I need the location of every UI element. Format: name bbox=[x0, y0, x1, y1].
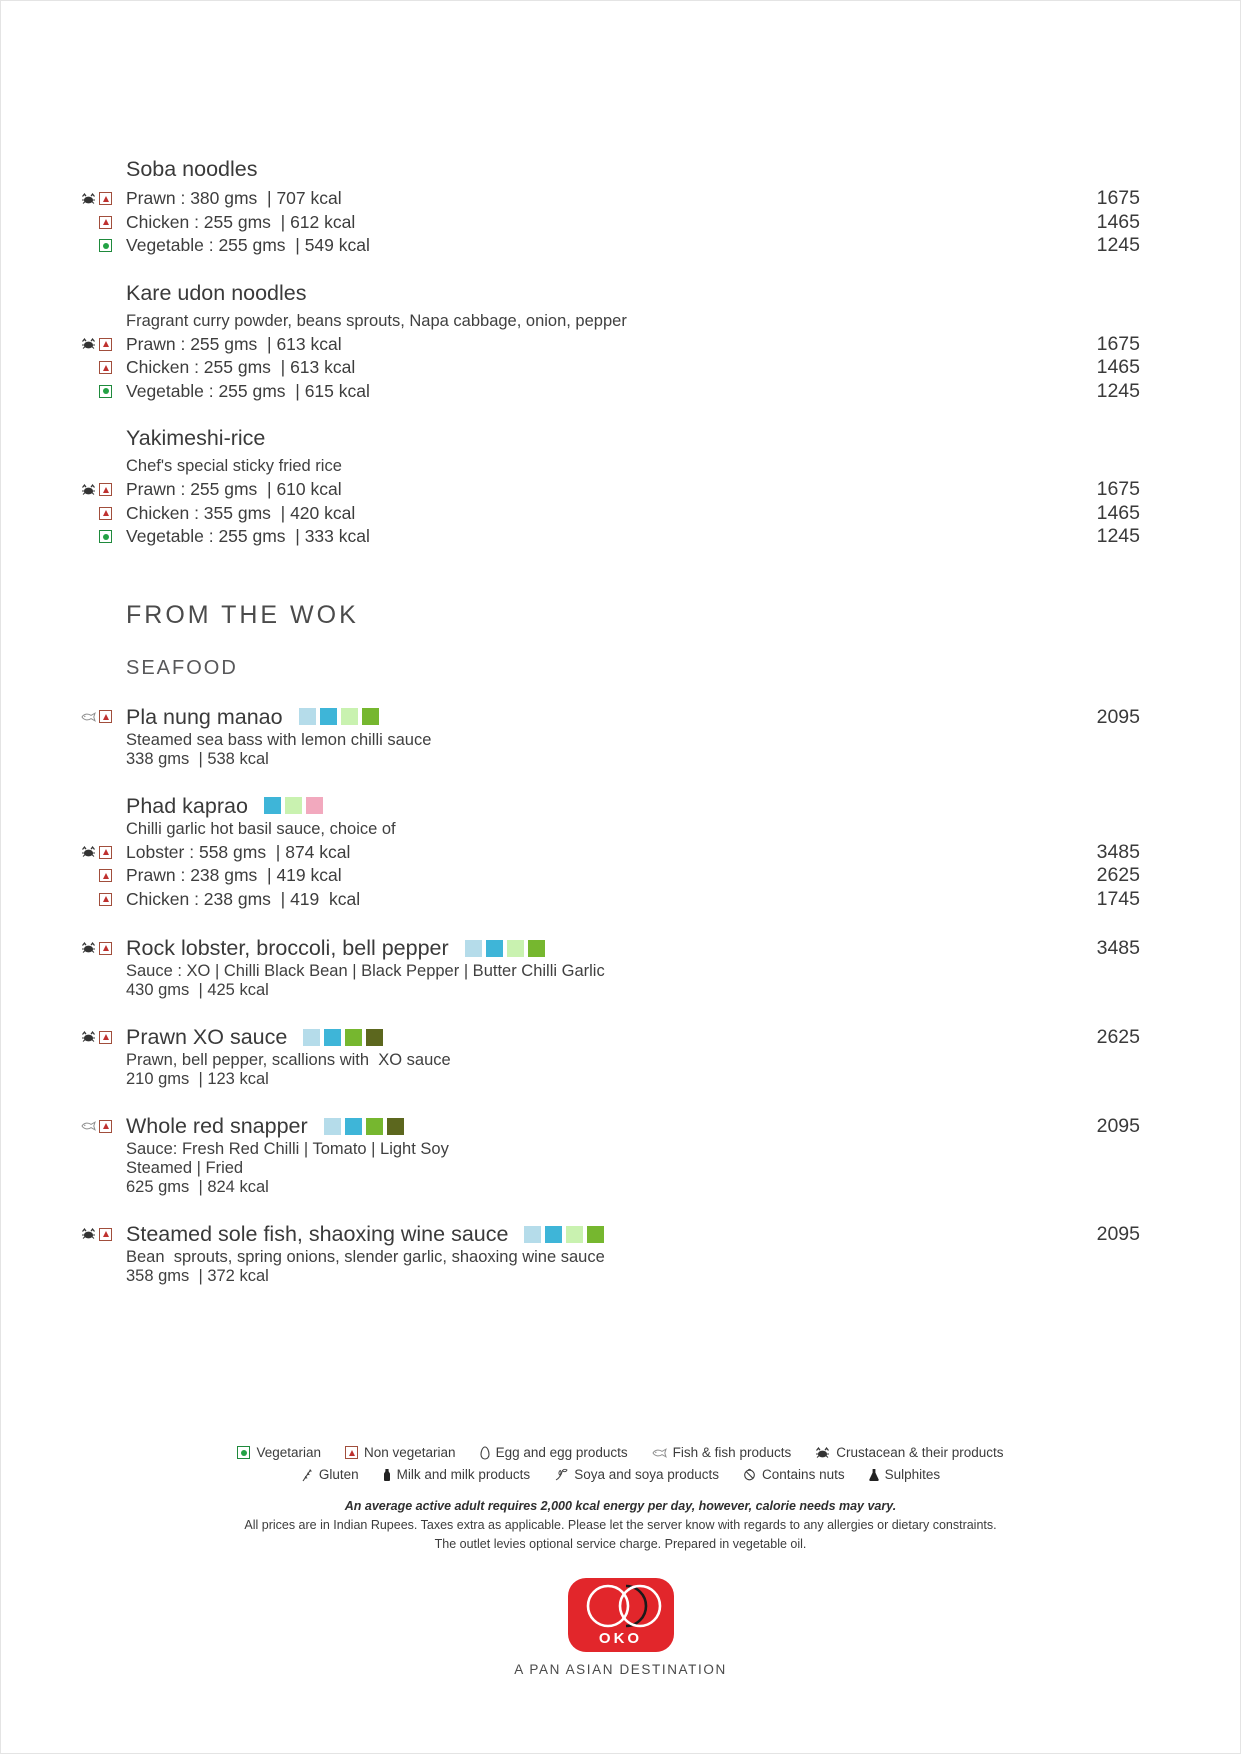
nuts-icon bbox=[743, 1468, 756, 1481]
non-veg-triangle bbox=[103, 1123, 109, 1129]
non-veg-icon bbox=[99, 507, 112, 520]
menu-footer bbox=[1, 1438, 1240, 1753]
menu-item-label: Chicken : 355 gms | 420 kcal bbox=[126, 502, 356, 523]
chilli-level-square-green bbox=[366, 1118, 383, 1135]
menu-item-label: Vegetable : 255 gms | 333 kcal bbox=[126, 526, 370, 546]
non-veg-icon bbox=[99, 361, 112, 374]
legend-icon-slot bbox=[480, 1446, 490, 1460]
menu-item-label: Vegetable : 255 gms | 615 kcal bbox=[126, 380, 370, 401]
legend-row-2 bbox=[1, 1467, 1240, 1482]
dietary-badges bbox=[86, 192, 126, 205]
menu-item-price: 1245 bbox=[1096, 379, 1140, 402]
chilli-level-square-blue bbox=[545, 1226, 562, 1243]
dietary-badges bbox=[86, 710, 126, 723]
footnote-calories: An average active adult requires 2,000 kcal energy per day, however, calorie needs may vary. bbox=[344, 1499, 897, 1513]
dish-header-row bbox=[86, 703, 1140, 731]
dish-price: 2095 bbox=[1096, 1223, 1140, 1245]
non-veg-icon bbox=[99, 710, 112, 723]
menu-item-price: 2625 bbox=[1096, 864, 1140, 886]
legend-icon-slot bbox=[237, 1446, 250, 1459]
non-veg-triangle bbox=[103, 1034, 109, 1040]
menu-item-label: Chicken : 238 gms | 419 kcal bbox=[126, 888, 361, 909]
chilli-level-square-lightgreen bbox=[566, 1226, 583, 1243]
non-veg-triangle bbox=[349, 1450, 355, 1456]
legend-label: Non vegetarian bbox=[364, 1445, 456, 1460]
dish-portion-calories: 625 gms | 824 kcal bbox=[126, 1178, 269, 1196]
legend-item-fish bbox=[652, 1445, 792, 1460]
legend-row-1 bbox=[1, 1445, 1240, 1460]
chilli-level-square-lightblue bbox=[524, 1226, 541, 1243]
non-veg-triangle bbox=[103, 1231, 109, 1237]
menu-item-row bbox=[86, 333, 1140, 357]
menu-item-label: Lobster : 558 gms | 874 kcal bbox=[126, 841, 351, 862]
dietary-badges bbox=[86, 942, 126, 955]
crustacean-icon bbox=[81, 484, 96, 496]
dish-phad-kaprao bbox=[86, 792, 1140, 912]
dietary-badges bbox=[86, 239, 126, 252]
milk-icon bbox=[383, 1468, 391, 1482]
legend-label: Sulphites bbox=[884, 1467, 941, 1482]
subsection-title-seafood: SEAFOOD bbox=[126, 656, 238, 679]
oko-logo-circles bbox=[568, 1578, 674, 1632]
chilli-level-square-green bbox=[362, 708, 379, 725]
fish-icon bbox=[81, 1121, 96, 1131]
dietary-badges bbox=[86, 385, 126, 398]
menu-item-row bbox=[86, 525, 1140, 549]
fish-icon bbox=[652, 1448, 667, 1458]
non-veg-triangle bbox=[103, 714, 109, 720]
dish-header-row bbox=[86, 1112, 1140, 1140]
chilli-heat-indicator bbox=[264, 797, 323, 814]
veg-dot bbox=[103, 243, 109, 249]
dish-whole-red-snapper bbox=[86, 1112, 1140, 1197]
chilli-level-square-green bbox=[345, 1029, 362, 1046]
menu-item-label: Prawn : 238 gms | 419 kcal bbox=[126, 865, 342, 885]
oko-logo-mark bbox=[568, 1578, 674, 1652]
dietary-badges bbox=[86, 361, 126, 374]
dish-name: Kare udon noodles bbox=[126, 280, 307, 305]
dish-name: Yakimeshi-rice bbox=[126, 426, 266, 450]
legend-label: Gluten bbox=[318, 1467, 359, 1482]
dish-price: 2095 bbox=[1096, 1115, 1140, 1137]
dish-portion-calories: 210 gms | 123 kcal bbox=[126, 1070, 269, 1088]
dish-price: 2625 bbox=[1096, 1026, 1140, 1048]
legend-label: Vegetarian bbox=[256, 1445, 321, 1460]
non-veg-icon bbox=[99, 483, 112, 496]
menu-item-price: 3485 bbox=[1096, 840, 1140, 863]
menu-item-row bbox=[86, 841, 1140, 865]
chilli-level-square-lightblue bbox=[465, 940, 482, 957]
dietary-badges bbox=[86, 507, 126, 520]
footnote-service-charge: The outlet levies optional service charge. Prepared in vegetable oil. bbox=[434, 1537, 807, 1551]
legend-item-non-vegetarian bbox=[345, 1445, 456, 1460]
menu-item-price: 1465 bbox=[1096, 356, 1140, 378]
chilli-level-square-blue bbox=[345, 1118, 362, 1135]
sulphites-icon bbox=[869, 1468, 879, 1482]
dietary-badges bbox=[86, 216, 126, 229]
non-veg-icon bbox=[99, 942, 112, 955]
chilli-level-square-blue bbox=[324, 1029, 341, 1046]
dish-name: Soba noodles bbox=[126, 157, 258, 181]
legend-label: Egg and egg products bbox=[495, 1445, 628, 1460]
dish-description: Chilli garlic hot basil sauce, choice of bbox=[126, 819, 396, 838]
veg-icon bbox=[99, 385, 112, 398]
legend-item-vegetarian bbox=[237, 1445, 321, 1460]
egg-icon bbox=[480, 1446, 490, 1460]
dietary-badges bbox=[86, 893, 126, 906]
dietary-badges bbox=[86, 483, 126, 496]
legend-label: Contains nuts bbox=[762, 1467, 845, 1482]
non-veg-triangle bbox=[103, 365, 109, 371]
dish-name: Rock lobster, broccoli, bell pepper bbox=[126, 936, 449, 960]
legend-label: Crustacean & their products bbox=[836, 1445, 1004, 1460]
chilli-level-square-lightblue bbox=[299, 708, 316, 725]
non-veg-icon bbox=[99, 216, 112, 229]
legend-item-soya bbox=[554, 1467, 719, 1482]
dish-prawn-xo-sauce bbox=[86, 1023, 1140, 1089]
menu-item-row bbox=[86, 502, 1140, 526]
dish-name: Steamed sole fish, shaoxing wine sauce bbox=[126, 1222, 509, 1246]
dietary-badges bbox=[86, 1031, 126, 1044]
non-veg-icon bbox=[345, 1446, 358, 1459]
menu-item-row bbox=[86, 864, 1140, 888]
chilli-level-square-pink bbox=[306, 797, 323, 814]
legend-item-egg bbox=[480, 1445, 628, 1460]
non-veg-icon bbox=[99, 338, 112, 351]
veg-dot bbox=[103, 388, 109, 394]
menu-item-price: 1675 bbox=[1096, 332, 1140, 355]
menu-item-price: 1245 bbox=[1096, 234, 1140, 256]
non-veg-triangle bbox=[103, 196, 109, 202]
dish-rock-lobster bbox=[86, 934, 1140, 1000]
logo-tagline: A PAN ASIAN DESTINATION bbox=[514, 1662, 727, 1677]
non-veg-icon bbox=[99, 846, 112, 859]
non-veg-triangle bbox=[103, 873, 109, 879]
dish-price: 2095 bbox=[1096, 705, 1140, 728]
chilli-heat-indicator bbox=[303, 1029, 383, 1046]
dietary-badges bbox=[86, 1120, 126, 1133]
menu-item-price: 1245 bbox=[1096, 525, 1140, 547]
dish-name: Prawn XO sauce bbox=[126, 1025, 288, 1049]
legend-icon-slot bbox=[301, 1468, 313, 1482]
chilli-level-square-darkgreen bbox=[387, 1118, 404, 1135]
dietary-badges bbox=[86, 869, 126, 882]
menu-item-price: 1745 bbox=[1096, 887, 1140, 910]
non-veg-icon bbox=[99, 1228, 112, 1241]
veg-dot bbox=[103, 534, 109, 540]
chilli-heat-indicator bbox=[324, 1118, 404, 1135]
dietary-badges bbox=[86, 338, 126, 351]
chilli-level-square-lightblue bbox=[303, 1029, 320, 1046]
legend-item-gluten bbox=[301, 1467, 359, 1482]
legend-item-nuts bbox=[743, 1467, 845, 1482]
menu-content bbox=[86, 157, 1140, 1286]
chilli-level-square-blue bbox=[486, 940, 503, 957]
dish-description: Steamed sea bass with lemon chilli sauce bbox=[126, 730, 432, 749]
crustacean-icon bbox=[81, 1031, 96, 1043]
chilli-heat-indicator bbox=[299, 708, 379, 725]
dish-description: Sauce: Fresh Red Chilli | Tomato | Light Soy bbox=[126, 1140, 449, 1158]
chilli-level-square-blue bbox=[320, 708, 337, 725]
chilli-level-square-lightgreen bbox=[341, 708, 358, 725]
gluten-icon bbox=[301, 1468, 313, 1482]
seafood-section bbox=[86, 703, 1140, 1287]
chilli-level-square-green bbox=[587, 1226, 604, 1243]
crustacean-icon bbox=[81, 1228, 96, 1240]
crustacean-icon bbox=[815, 1447, 830, 1459]
dish-description: Steamed | Fried bbox=[126, 1159, 244, 1177]
menu-item-row bbox=[86, 478, 1140, 502]
non-veg-triangle bbox=[103, 945, 109, 951]
dish-steamed-sole-fish bbox=[86, 1220, 1140, 1286]
menu-item-label: Prawn : 380 gms | 707 kcal bbox=[126, 188, 342, 208]
menu-item-label: Prawn : 255 gms | 610 kcal bbox=[126, 479, 342, 499]
oko-logo-text: OKO bbox=[598, 1630, 643, 1647]
menu-item-price: 1465 bbox=[1096, 210, 1140, 233]
legend-icon-slot bbox=[815, 1447, 830, 1459]
veg-icon bbox=[99, 239, 112, 252]
legend-icon-slot bbox=[869, 1468, 879, 1482]
non-veg-triangle bbox=[103, 219, 109, 225]
chilli-level-square-lightblue bbox=[324, 1118, 341, 1135]
veg-dot bbox=[241, 1450, 247, 1456]
non-veg-icon bbox=[99, 1031, 112, 1044]
soya-icon bbox=[554, 1468, 568, 1481]
menu-item-price: 1675 bbox=[1096, 187, 1140, 209]
menu-group-soba-noodles bbox=[86, 157, 1140, 258]
non-veg-triangle bbox=[103, 849, 109, 855]
dish-description: Prawn, bell pepper, scallions with XO sauce bbox=[126, 1051, 451, 1069]
footnote-prices: All prices are in Indian Rupees. Taxes extra as applicable. Please let the server know with regards to any allergies or dietary constraints. bbox=[244, 1518, 997, 1532]
crustacean-icon bbox=[81, 942, 96, 954]
chilli-level-square-darkgreen bbox=[366, 1029, 383, 1046]
dish-description: Fragrant curry powder, beans sprouts, Napa cabbage, onion, pepper bbox=[126, 311, 627, 330]
menu-item-price: 1465 bbox=[1096, 501, 1140, 524]
chilli-level-square-lightgreen bbox=[285, 797, 302, 814]
dish-portion-calories: 358 gms | 372 kcal bbox=[126, 1267, 269, 1285]
menu-item-price: 1675 bbox=[1096, 478, 1140, 500]
non-veg-triangle bbox=[103, 341, 109, 347]
veg-icon bbox=[237, 1446, 250, 1459]
menu-group-yakimeshi-rice bbox=[86, 426, 1140, 549]
chilli-level-square-lightgreen bbox=[507, 940, 524, 957]
dish-header-row bbox=[86, 1220, 1140, 1248]
menu-group-kare-udon bbox=[86, 281, 1140, 404]
dish-name: Phad kaprao bbox=[126, 793, 248, 818]
legend-label: Milk and milk products bbox=[396, 1467, 531, 1482]
crustacean-icon bbox=[81, 193, 96, 205]
legend-item-crustacean bbox=[815, 1445, 1003, 1460]
menu-item-row bbox=[86, 211, 1140, 235]
legend-icon-slot bbox=[345, 1446, 358, 1459]
legend-icon-slot bbox=[383, 1468, 391, 1482]
dietary-badges bbox=[86, 530, 126, 543]
menu-item-label: Prawn : 255 gms | 613 kcal bbox=[126, 333, 342, 354]
legend-icon-slot bbox=[652, 1448, 667, 1458]
chilli-heat-indicator bbox=[524, 1226, 604, 1243]
veg-icon bbox=[99, 530, 112, 543]
section-title-from-the-wok: FROM THE WOK bbox=[126, 600, 359, 629]
menu-item-label: Vegetable : 255 gms | 549 kcal bbox=[126, 235, 370, 255]
dish-pla-nung-manao bbox=[86, 703, 1140, 769]
non-veg-triangle bbox=[103, 487, 109, 493]
non-veg-triangle bbox=[103, 896, 109, 902]
dish-portion-calories: 430 gms | 425 kcal bbox=[126, 981, 269, 999]
non-veg-icon bbox=[99, 869, 112, 882]
legend-icon-slot bbox=[554, 1468, 568, 1481]
dish-name: Whole red snapper bbox=[126, 1114, 308, 1138]
non-veg-icon bbox=[99, 893, 112, 906]
legend-icon-slot bbox=[743, 1468, 756, 1481]
non-veg-icon bbox=[99, 192, 112, 205]
dish-description: Bean sprouts, spring onions, slender garlic, shaoxing wine sauce bbox=[126, 1248, 605, 1266]
chilli-heat-indicator bbox=[465, 940, 545, 957]
dish-description: Sauce : XO | Chilli Black Bean | Black Pepper | Butter Chilli Garlic bbox=[126, 962, 605, 980]
menu-item-row bbox=[86, 187, 1140, 211]
crustacean-icon bbox=[81, 338, 96, 350]
dietary-badges bbox=[86, 1228, 126, 1241]
crustacean-icon bbox=[81, 846, 96, 858]
dish-description: Chef's special sticky fried rice bbox=[126, 457, 342, 475]
dish-variants bbox=[86, 841, 1140, 912]
dish-price: 3485 bbox=[1096, 937, 1140, 959]
dish-header-row bbox=[86, 792, 1140, 820]
menu-item-row bbox=[86, 380, 1140, 404]
menu-item-label: Chicken : 255 gms | 612 kcal bbox=[126, 211, 356, 232]
non-veg-triangle bbox=[103, 510, 109, 516]
chilli-level-square-green bbox=[528, 940, 545, 957]
menu-item-row bbox=[86, 888, 1140, 912]
dish-portion-calories: 338 gms | 538 kcal bbox=[126, 749, 269, 768]
oko-logo bbox=[1, 1578, 1240, 1677]
dietary-badges bbox=[86, 846, 126, 859]
noodles-section bbox=[86, 157, 1140, 549]
dish-header-row bbox=[86, 1023, 1140, 1051]
fish-icon bbox=[81, 712, 96, 722]
dish-header-row bbox=[86, 934, 1140, 962]
non-veg-icon bbox=[99, 1120, 112, 1133]
menu-item-row bbox=[86, 234, 1140, 258]
dish-name: Pla nung manao bbox=[126, 704, 283, 729]
menu-item-label: Chicken : 255 gms | 613 kcal bbox=[126, 357, 356, 377]
legend-label: Soya and soya products bbox=[574, 1467, 720, 1482]
menu-item-row bbox=[86, 356, 1140, 380]
legend-label: Fish & fish products bbox=[672, 1445, 792, 1460]
chilli-level-square-blue bbox=[264, 797, 281, 814]
legend-item-sulphites bbox=[869, 1467, 941, 1482]
legend-item-milk bbox=[383, 1467, 531, 1482]
